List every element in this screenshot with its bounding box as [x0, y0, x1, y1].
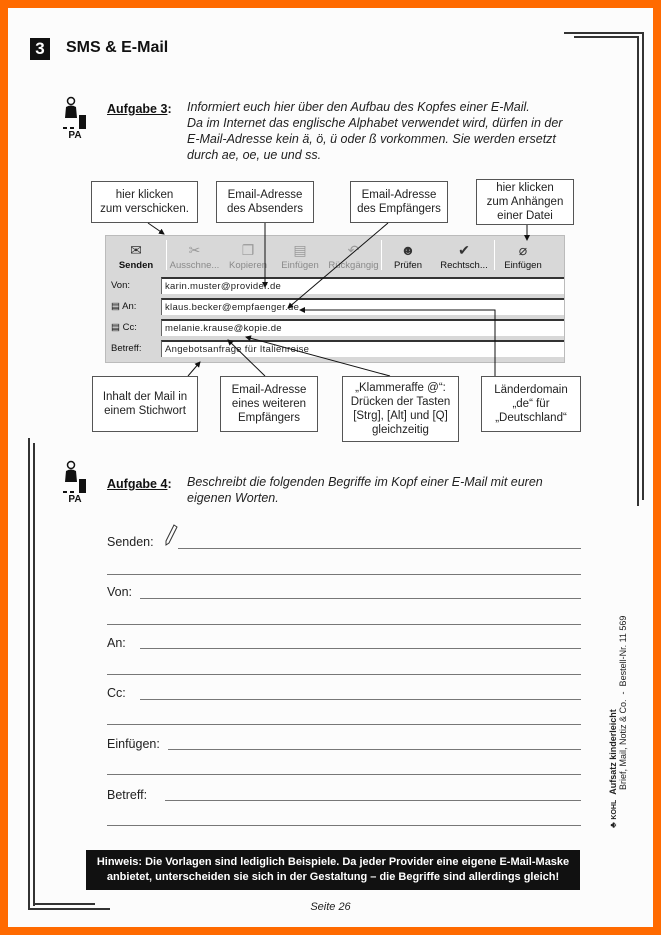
- pair-work-label: PA: [68, 130, 82, 141]
- arrow-subject: [188, 362, 200, 376]
- term-betreff: Betreff:: [107, 788, 148, 802]
- page-number: Seite 26: [310, 901, 351, 913]
- task4-heading: Aufgabe 4:: [107, 477, 172, 491]
- subject-label: Betreff:: [111, 343, 142, 354]
- callout-cc: Email-Adresse eines weiteren Empfängers: [220, 376, 318, 432]
- undo-button[interactable]: ↶ Rückgängig: [328, 242, 379, 271]
- from-field[interactable]: karin.muster@provider.de: [161, 277, 564, 294]
- answer-line[interactable]: [140, 699, 581, 700]
- tree-logo-icon: ♣: [608, 822, 618, 828]
- callout-send: hier klicken zum verschicken.: [91, 181, 198, 223]
- callout-at-sign: „Klammeraffe @“: Drücken der Tasten [Strg], [Alt] und [Q] gleichzeitig: [342, 376, 459, 442]
- answer-line[interactable]: [165, 800, 581, 801]
- hint-box: Hinweis: Die Vorlagen sind lediglich Beispiele. Da jeder Provider eine eigene E-Mail-Maske anbietet, unterscheiden sie sich in der Gestaltung – die Begriffe sind allerdings gleich!: [86, 850, 580, 890]
- check-names-icon: ☻: [400, 242, 416, 258]
- paperclip-icon: ⌀: [518, 242, 528, 258]
- pair-work-icon: [60, 460, 90, 494]
- from-label: Von:: [111, 280, 131, 291]
- cc-field[interactable]: melanie.krause@kopie.de: [161, 319, 564, 336]
- callout-recipient-address: Email-Adresse des Empfängers: [350, 181, 448, 223]
- term-einfuegen: Einfügen:: [107, 737, 160, 751]
- term-von: Von:: [107, 585, 133, 599]
- to-field[interactable]: klaus.becker@empfaenger.de: [161, 298, 564, 315]
- paste-icon: ▤: [293, 242, 307, 258]
- order-number: Bestell-Nr. 11 569: [618, 615, 628, 687]
- cc-label: Cc:: [122, 322, 137, 333]
- undo-icon: ↶: [347, 242, 360, 258]
- series-name: Aufsatz kinderleicht: [608, 709, 618, 795]
- term-cc: Cc:: [107, 686, 126, 700]
- answer-line[interactable]: [140, 648, 581, 649]
- address-book-icon[interactable]: ▤: [111, 301, 120, 312]
- callout-sender-address: Email-Adresse des Absenders: [216, 181, 314, 223]
- task3-label: Aufgabe 3: [107, 102, 168, 116]
- answer-line[interactable]: [107, 574, 581, 575]
- task4-label: Aufgabe 4: [107, 477, 168, 491]
- arrow-domain: [300, 310, 495, 376]
- frame-left-outer: [28, 438, 30, 910]
- pair-work-badge: [58, 460, 92, 505]
- arrow-send: [148, 223, 164, 234]
- term-an: An:: [107, 636, 126, 650]
- pair-work-label: PA: [68, 494, 82, 505]
- worksheet-page: [8, 8, 653, 927]
- address-book-icon[interactable]: ▤: [111, 322, 120, 333]
- answer-line[interactable]: [178, 548, 581, 549]
- callout-attach: hier klicken zum Anhängen einer Datei: [476, 179, 574, 225]
- scissors-icon: ✂: [188, 242, 201, 258]
- term-senden: Senden:: [107, 535, 154, 549]
- copy-button[interactable]: ❐ Kopieren: [228, 242, 268, 271]
- book-title: Brief, Mail, Notiz & Co.: [618, 699, 628, 790]
- publisher-name: KOHL: [611, 799, 618, 820]
- task4-text: Beschreibt die folgenden Begriffe im Kopf einer E-Mail mit euren eigenen Worten.: [187, 475, 543, 505]
- send-icon: ✉: [130, 242, 142, 258]
- attach-button[interactable]: ⌀ Einfügen: [504, 242, 542, 271]
- answer-line[interactable]: [107, 724, 581, 725]
- frame-left-inner: [33, 443, 35, 906]
- pencil-icon: [164, 524, 178, 546]
- callout-subject: Inhalt der Mail in einem Stichwort: [92, 376, 198, 432]
- send-button[interactable]: ✉ Senden: [118, 242, 154, 271]
- spellcheck-button[interactable]: ✔ Rechtsch...: [440, 242, 488, 271]
- answer-line[interactable]: [107, 774, 581, 775]
- section-number: 3: [30, 38, 50, 60]
- subject-field[interactable]: Angebotsanfrage für Italienreise: [161, 340, 564, 357]
- check-names-button[interactable]: ☻ Prüfen: [394, 242, 422, 271]
- spellcheck-icon: ✔: [458, 242, 470, 258]
- arrow-cc: [228, 340, 265, 376]
- cut-button[interactable]: ✂ Ausschne...: [169, 242, 220, 271]
- publisher-sidebar: ♣ KOHL Aufsatz kinderleicht Brief, Mail, Notiz & Co. - Bestell-Nr. 11 569: [608, 615, 628, 828]
- callout-domain: Länderdomain „de“ für „Deutschland“: [481, 376, 581, 432]
- answer-line[interactable]: [168, 749, 581, 750]
- arrow-at: [246, 337, 390, 376]
- to-label: An:: [122, 301, 137, 312]
- answer-line[interactable]: [140, 598, 581, 599]
- answer-line[interactable]: [107, 825, 581, 826]
- answer-line[interactable]: [107, 674, 581, 675]
- arrow-recipient: [288, 223, 388, 308]
- section-title: SMS & E-Mail: [66, 39, 169, 56]
- task3-heading: Aufgabe 3:: [107, 102, 172, 116]
- task3-text: Informiert euch hier über den Aufbau des Kopfes einer E-Mail. Da im Internet das englische Alphabet verwendet wird, dürfen in der E-Mail-Adresse kein ä, ö, ü oder ß vorkommen. Sie werden ersetzt durch ae, oe, ue und ss.: [187, 100, 563, 162]
- paste-button[interactable]: ▤ Einfügen: [281, 242, 319, 271]
- answer-line[interactable]: [107, 624, 581, 625]
- copy-icon: ❐: [241, 242, 255, 258]
